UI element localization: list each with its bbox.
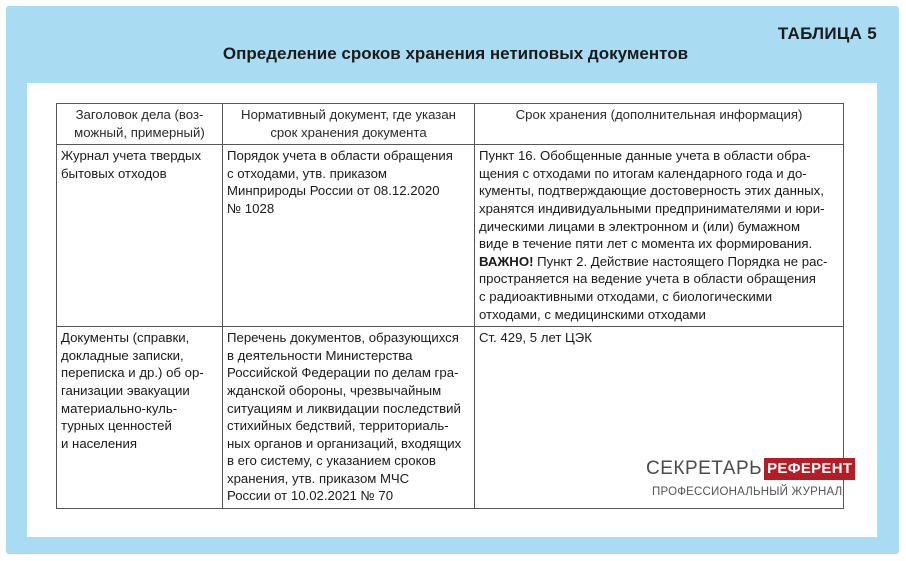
- cell-normative-document: Перечень документов, образующихся в деятельности Министерства Российской Федерации по делам гра- жданской обороны, чрезвычайным ситуациям и ликвидации последствий стихийных бедствий, территориаль- ных органов и организаций, входящих в его систему, с указанием сроков хранения, утв. приказом МЧС России от 10.02.2021 № 70: [223, 327, 475, 509]
- storage-term-text: Пункт 16. Обобщенные данные учета в области обра- щения с отходами по итогам календарного года и до- кументы, подтверждающие достоверность этих данных, хранятся индивидуальными предпринимателями и юри- дическими лицами в электронном и (или) бумажном виде в течение пяти лет с момента их формирования.: [479, 148, 825, 252]
- table-card: [6, 6, 899, 554]
- cell-storage-term: Ст. 429, 5 лет ЦЭК: [475, 327, 844, 509]
- storage-term-note: [479, 253, 839, 323]
- cell-case-title: Документы (справки, докладные записки, переписка и др.) об ор- ганизации эвакуации материально-куль- турных ценностей и населения: [57, 327, 223, 509]
- logo-word-referent: РЕФЕРЕНТ: [764, 458, 855, 480]
- column-header-case-title: Заголовок дела (воз- можный, примерный): [57, 104, 223, 145]
- logo-subtitle: ПРОФЕССИОНАЛЬНЫЙ ЖУРНАЛ: [652, 486, 843, 498]
- table-header-row: [57, 104, 844, 145]
- storage-terms-table: [56, 103, 844, 509]
- column-header-normative-document: Нормативный документ, где указан срок хранения документа: [223, 104, 475, 145]
- table-panel: [27, 83, 877, 537]
- cell-normative-document: Порядок учета в области обращения с отходами, утв. приказом Минприроды России от 08.12.2020 № 1028: [223, 145, 475, 327]
- cell-storage-term: [475, 145, 844, 327]
- publisher-logo: [646, 458, 853, 498]
- important-note-text: Пункт 2. Действие настоящего Порядка не рас- пространяется на ведение учета в области обращения с радиоактивными отходами, с биологическими отходами, с медицинскими отходами: [479, 253, 828, 322]
- logo-word-secretary: СЕКРЕТАРЬ: [646, 458, 763, 479]
- cell-case-title: Журнал учета твердых бытовых отходов: [57, 145, 223, 327]
- table-title: Определение сроков хранения нетиповых документов: [222, 44, 689, 63]
- table-number-label: ТАБЛИЦА 5: [777, 24, 877, 43]
- important-label: ВАЖНО!: [479, 253, 534, 269]
- table-row: [57, 145, 844, 327]
- column-header-storage-term: Срок хранения (дополнительная информация): [475, 104, 844, 145]
